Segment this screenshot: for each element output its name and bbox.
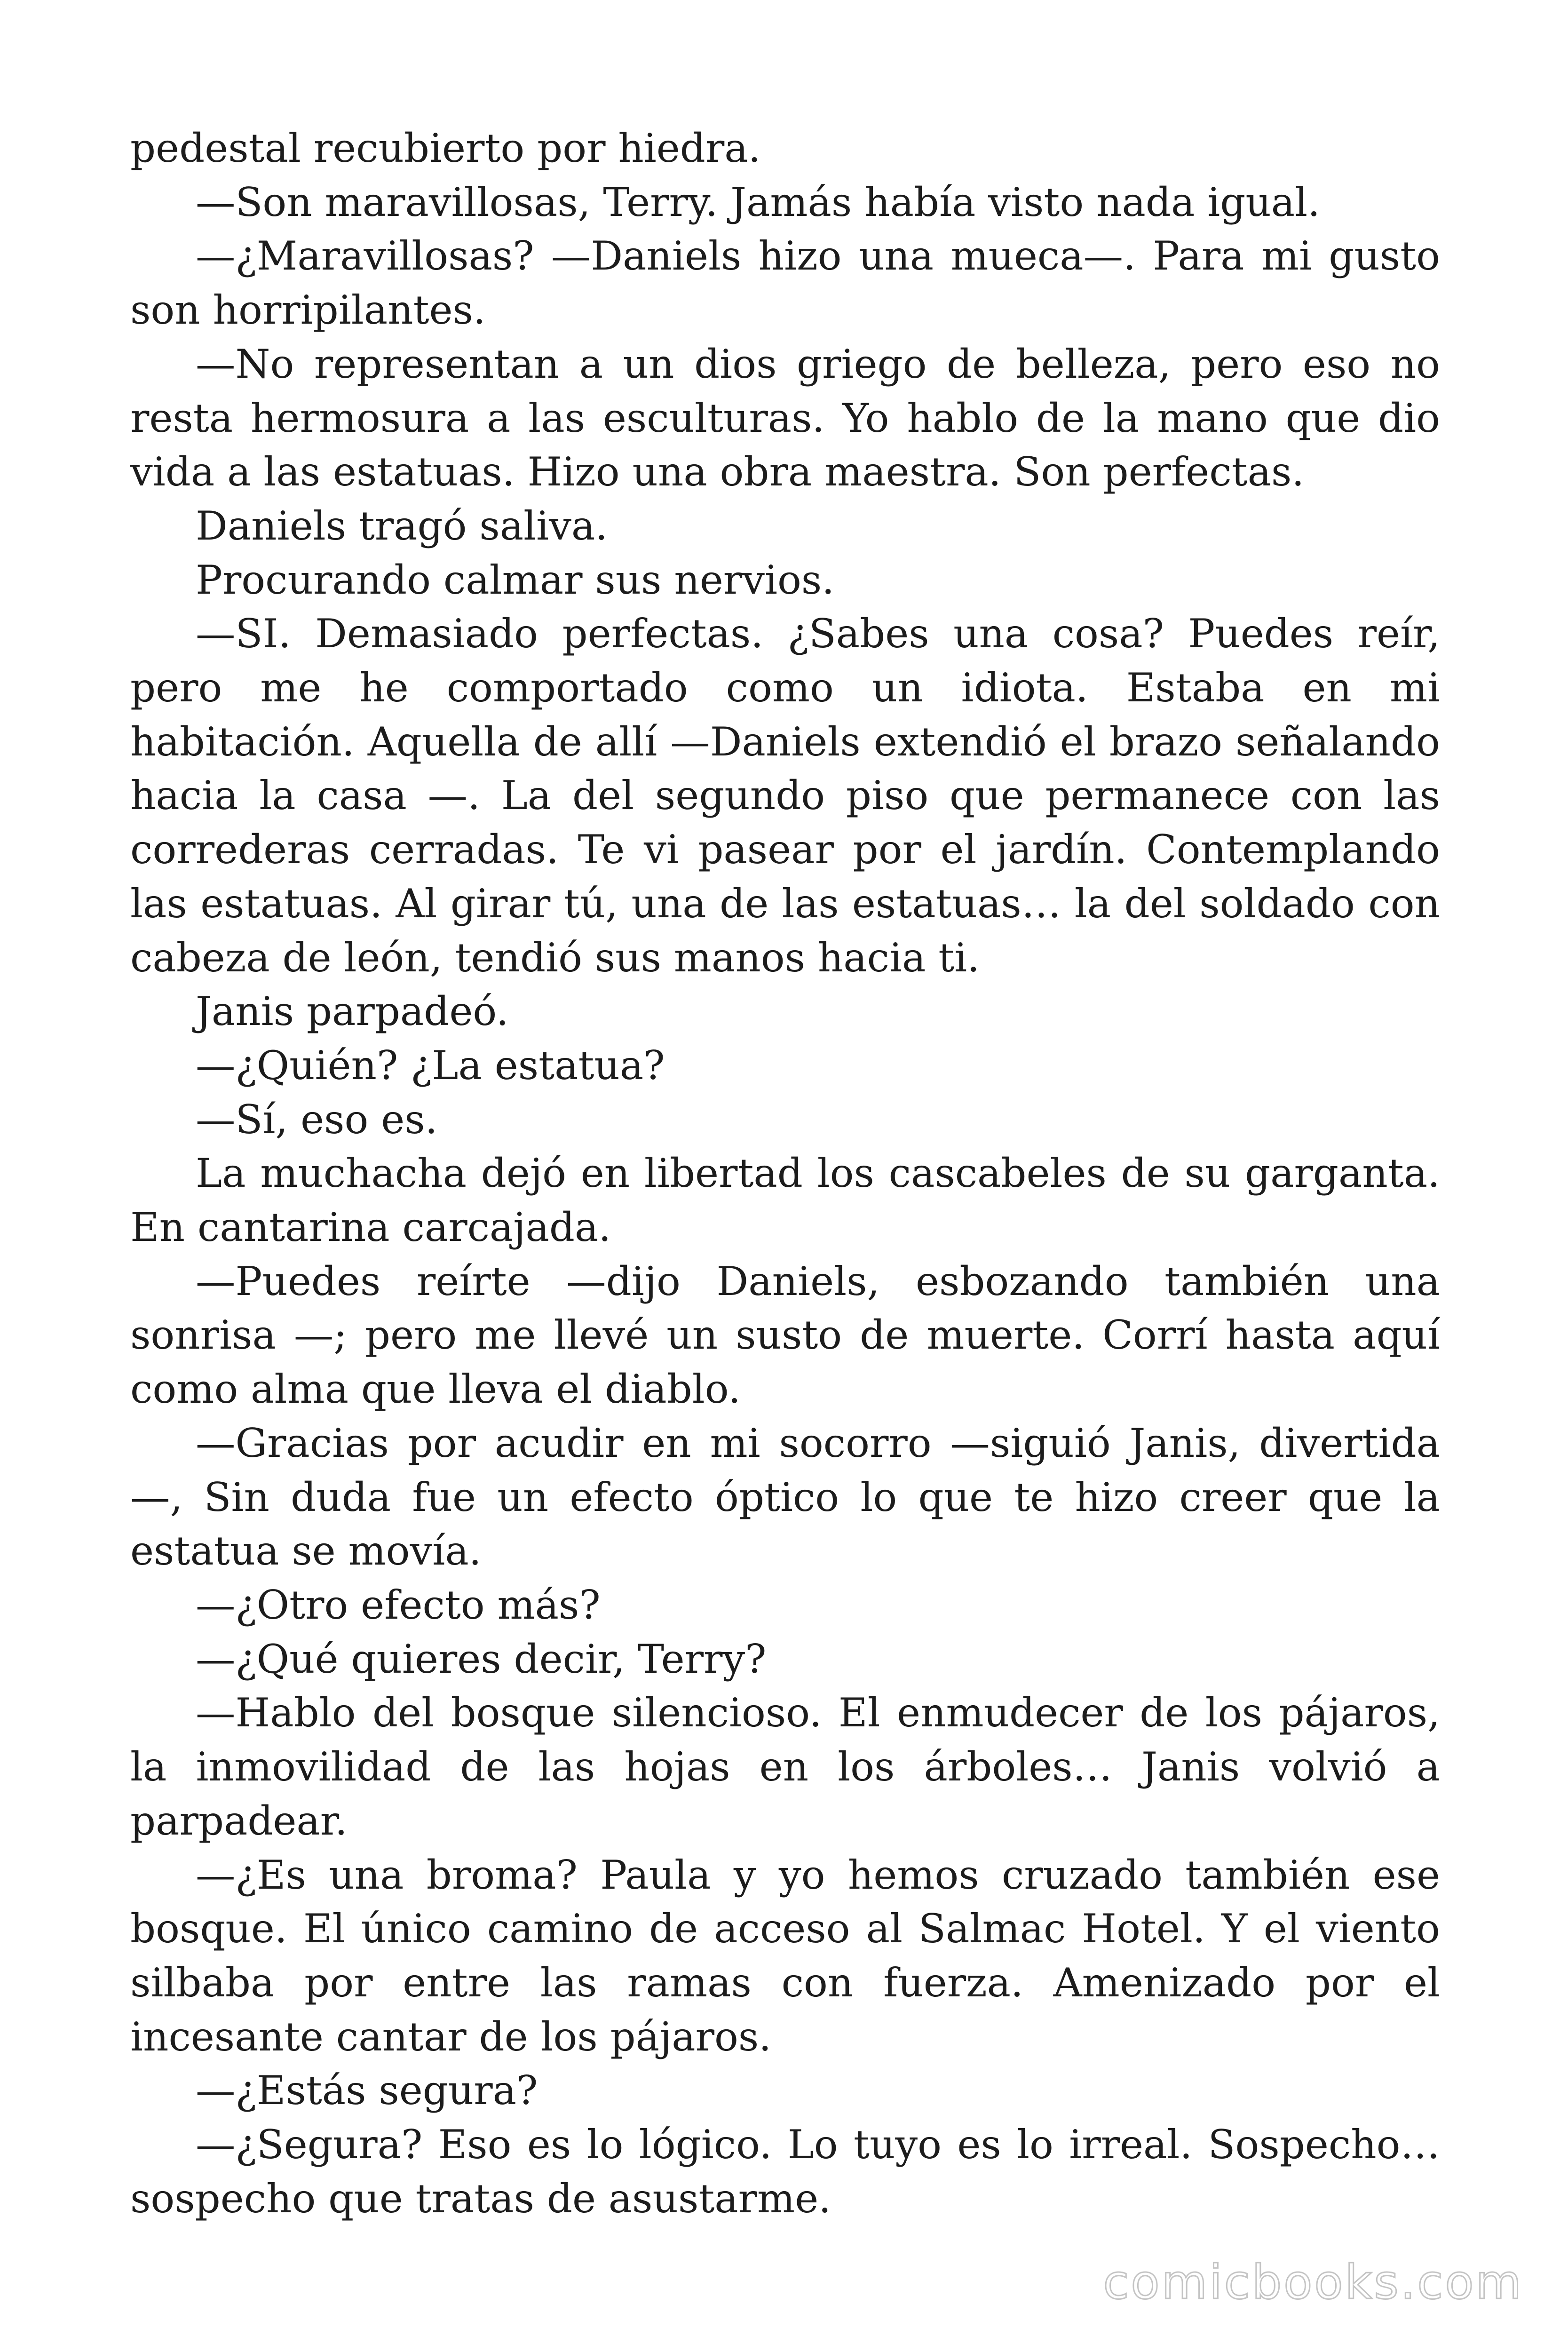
paragraph: —Hablo del bosque silencioso. El enmudecer de los pájaros, la inmovilidad de las hojas en los árboles… Janis volvió a parpadear. [130,1690,1440,1844]
paragraph: Janis parpadeó. [196,988,509,1035]
paragraph: —Gracias por acudir en mi socorro —siguió Janis, divertida—, Sin duda fue un efecto óptico lo que te hizo creer que la estatua se movía. [130,1420,1440,1574]
paragraph: —¿Qué quieres decir, Terry? [196,1636,767,1682]
page-text [130,121,1440,2225]
paragraph: —¿Estás segura? [196,2067,538,2114]
paragraph: —¿Otro efecto más? [196,1581,601,1628]
paragraph: —SI. Demasiado perfectas. ¿Sabes una cosa? Puedes reír, pero me he comportado como un idiota. Estaba en mi habitación. Aquella de allí —Daniels extendió el brazo señalando hacia la casa —. La del segundo piso que permanece con las correderas cerradas. Te vi pasear por el jardín. Contemplando las estatuas. Al girar tú, una de las estatuas… la del soldado con cabeza de león, tendió sus manos hacia ti. [130,611,1440,981]
paragraph: Daniels tragó saliva. [196,502,608,549]
paragraph: —No representan a un dios griego de belleza, pero eso no resta hermosura a las esculturas. Yo hablo de la mano que dio vida a las estatuas. Hizo una obra maestra. Son perfectas. [130,341,1440,495]
paragraph: La muchacha dejó en libertad los cascabeles de su garganta. En cantarina carcajada. [130,1150,1440,1251]
paragraph: —¿Segura? Eso es lo lógico. Lo tuyo es lo irreal. Sospecho… sospecho que tratas de asustarme. [130,2122,1440,2222]
paragraph: Procurando calmar sus nervios. [196,556,835,603]
paragraph: —Puedes reírte —dijo Daniels, esbozando también una sonrisa —; pero me llevé un susto de muerte. Corrí hasta aquí como alma que lleva el diablo. [130,1258,1440,1413]
paragraph: —¿Maravillosas? —Daniels hizo una mueca—. Para mi gusto son horripilantes. [130,233,1440,334]
paragraph: pedestal recubierto por hiedra. [130,125,761,171]
paragraph: —Son maravillosas, Terry. Jamás había visto nada igual. [196,179,1321,225]
paragraph: —¿Quién? ¿La estatua? [196,1042,665,1089]
paragraph: —¿Es una broma? Paula y yo hemos cruzado también ese bosque. El único camino de acceso al Salmac Hotel. Y el viento silbaba por entre las ramas con fuerza. Amenizado por el incesante cantar de los pájaros. [130,1851,1440,2060]
paragraph: —Sí, eso es. [196,1096,438,1143]
watermark: comicbooks.com [1103,2255,1523,2310]
